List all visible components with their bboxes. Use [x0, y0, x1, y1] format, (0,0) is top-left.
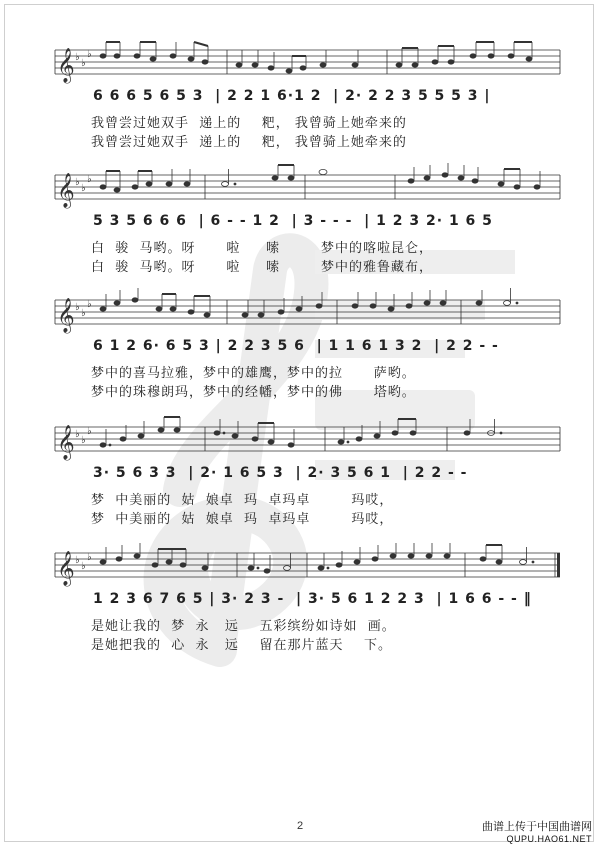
svg-text:♭: ♭: [87, 426, 92, 437]
svg-text:𝄞: 𝄞: [57, 173, 75, 208]
lyric-verse-1: 我曾尝过她双手 递上的 粑， 我曾骑上她牵来的: [91, 116, 407, 131]
svg-text:♭: ♭: [75, 52, 80, 63]
svg-text:♭: ♭: [81, 561, 86, 572]
staff-notation: [55, 167, 560, 207]
lyric-verse-1: 是她让我的 梦 永 远 五彩缤纷如诗如 画。: [91, 619, 396, 634]
svg-text:♭: ♭: [81, 308, 86, 319]
jianpu-notation: 3· 5 6 3 3 | 2· 1 6 5 3 | 2· 3 5 6 1 | 2 2 - -: [93, 465, 468, 481]
page-number: 2: [296, 820, 304, 832]
svg-text:𝄞: 𝄞: [57, 298, 75, 333]
lyric-verse-1: 梦 中美丽的 姑 娘卓 玛 卓玛卓 玛哎，: [91, 493, 394, 508]
svg-text:♭: ♭: [75, 429, 80, 440]
lyric-verse-1: 梦中的喜马拉雅，梦中的雄鹰，梦中的拉 萨哟。: [91, 366, 416, 381]
site-credit: [482, 821, 592, 845]
site-url: QUPU.HAO61.NET: [506, 834, 592, 844]
jianpu-notation: 6 6 6 5 6 5 3 | 2 2 1 6·1 2 | 2· 2 2 3 5 5 5 3 |: [93, 88, 491, 104]
svg-text:♭: ♭: [87, 552, 92, 563]
lyric-verse-2: 是她把我的 心 永 远 留在那片蓝天 下。: [91, 638, 392, 653]
svg-text:♭: ♭: [75, 177, 80, 188]
staff-notation: [55, 42, 560, 82]
svg-text:♭: ♭: [81, 435, 86, 446]
svg-text:♭: ♭: [87, 49, 92, 60]
site-name: 曲谱上传于中国曲谱网: [482, 821, 592, 833]
svg-text:♭: ♭: [87, 174, 92, 185]
staff-notation: [55, 419, 560, 459]
svg-text:𝄞: 𝄞: [57, 425, 75, 460]
staff-notation: [55, 545, 560, 585]
svg-text:♭: ♭: [75, 302, 80, 313]
svg-text:♭: ♭: [87, 299, 92, 310]
svg-text:𝄞: 𝄞: [57, 48, 75, 83]
jianpu-notation: 1 2 3 6 7 6 5 | 3· 2 3 - | 3· 5 6 1 2 2 3 | 1 6 6 - - ‖: [93, 591, 532, 607]
lyric-verse-2: 白 骏 马哟。呀 啦 嗦 梦中的雅鲁藏布，: [91, 260, 434, 275]
jianpu-notation: 5 3 5 6 6 6 | 6 - - 1 2 | 3 - - - | 1 2 3 2· 1 6 5: [93, 213, 493, 229]
lyric-verse-1: 白 骏 马哟。呀 啦 嗦 梦中的喀啦昆仑，: [91, 241, 434, 256]
svg-text:𝄞: 𝄞: [57, 551, 75, 586]
svg-text:♭: ♭: [81, 58, 86, 69]
lyric-verse-2: 我曾尝过她双手 递上的 粑， 我曾骑上她牵来的: [91, 135, 407, 150]
jianpu-notation: 6 1 2 6· 6 5 3 | 2 2 3 5 6 | 1 1 6 1 3 2 | 2 2 - -: [93, 338, 499, 354]
svg-text:♭: ♭: [75, 555, 80, 566]
svg-text:♭: ♭: [81, 183, 86, 194]
lyric-verse-2: 梦中的珠穆朗玛，梦中的经幡，梦中的佛 塔哟。: [91, 385, 416, 400]
lyric-verse-2: 梦 中美丽的 姑 娘卓 玛 卓玛卓 玛哎，: [91, 512, 394, 527]
staff-notation: [55, 292, 560, 332]
